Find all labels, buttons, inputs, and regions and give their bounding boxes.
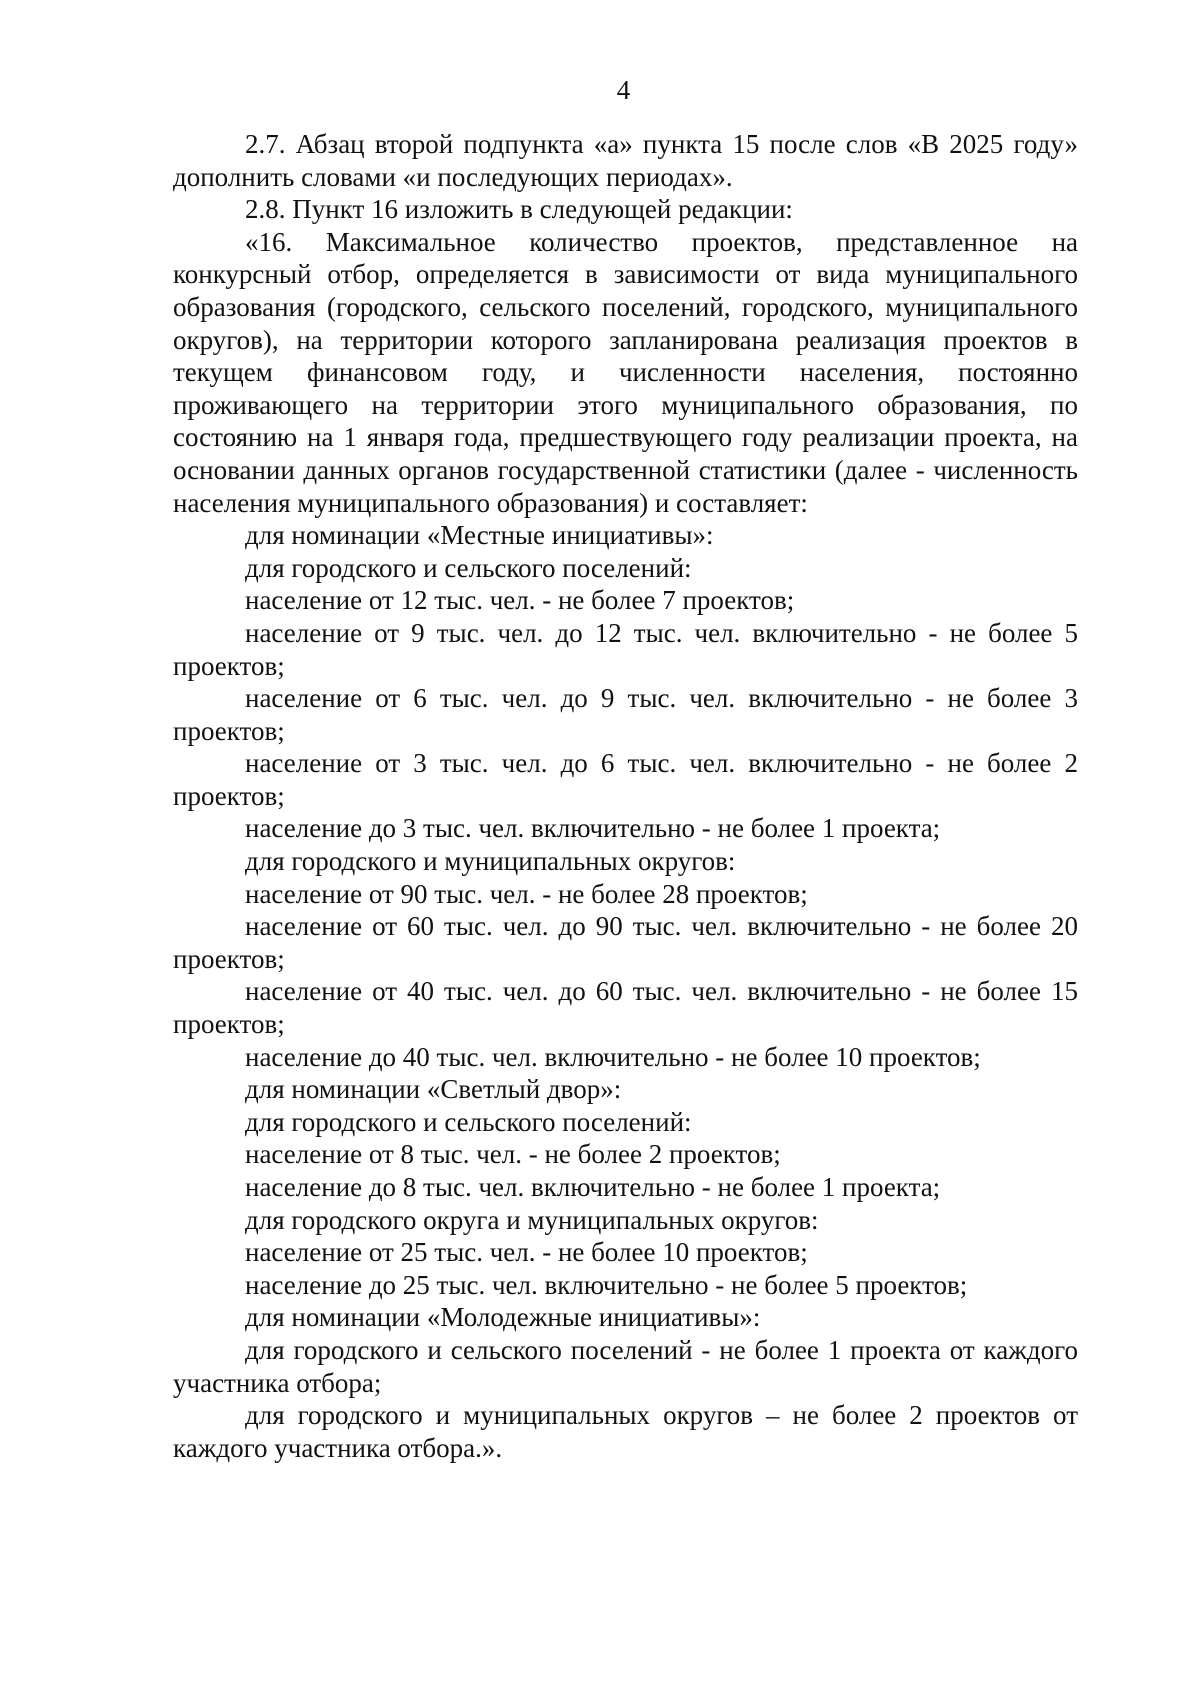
paragraph-2-8: 2.8. Пункт 16 изложить в следующей редакции:	[245, 194, 793, 225]
list-item: население от 60 тыс. чел. до 90 тыс. чел. включительно - не более 20 проектов;	[173, 911, 1078, 974]
list-item: население до 25 тыс. чел. включительно - не более 5 проектов;	[245, 1269, 968, 1300]
nomination-youth-initiatives: для номинации «Молодежные инициативы»:	[245, 1302, 761, 1333]
paragraph-2-7: 2.7. Абзац второй подпункта «а» пункта 15 после слов «В 2025 году» дополнить словами «и последующих периодах».	[173, 129, 1078, 192]
list-item: население до 8 тыс. чел. включительно - не более 1 проекта;	[245, 1172, 941, 1202]
list-item: население от 6 тыс. чел. до 9 тыс. чел. включительно - не более 3 проектов;	[173, 683, 1078, 746]
document-body	[173, 128, 1078, 1464]
list-item: для городского и сельского поселений:	[245, 552, 692, 583]
list-item: для городского и сельского поселений - не более 1 проекта от каждого участника отбора;	[173, 1334, 1078, 1398]
list-item: население от 25 тыс. чел. - не более 10 проектов;	[245, 1237, 808, 1268]
nomination-bright-yard: для номинации «Светлый двор»:	[245, 1074, 622, 1105]
list-item: население от 40 тыс. чел. до 60 тыс. чел. включительно - не более 15 проектов;	[173, 976, 1078, 1040]
list-item: для городского и муниципальных округов – не более 2 проектов от каждого участника отбора.».	[173, 1400, 1078, 1463]
paragraph-16-intro: «16. Максимальное количество проектов, представленное на конкурсный отбор, определяется в зависимости от вида муниципального образования (городского, сельского поселений, городского, муниципального округов), на территории которого запланирована реализация проектов в текущем финансовом году, и численности населения, постоянно проживающего на территории этого муниципального образования, по состоянию на 1 января года, предшествующего году реализации проекта, на основании данных органов государственной статистики (далее - численность населения муниципального образования) и составляет:	[173, 226, 1078, 518]
list-item: население от 9 тыс. чел. до 12 тыс. чел. включительно - не более 5 проектов;	[173, 617, 1078, 681]
list-item: население от 12 тыс. чел. - не более 7 проектов;	[245, 585, 795, 616]
list-item: население до 40 тыс. чел. включительно - не более 10 проектов;	[245, 1041, 981, 1072]
list-item: население от 90 тыс. чел. - не более 28 проектов;	[245, 878, 808, 909]
list-item: для городского округа и муниципальных округов:	[245, 1204, 819, 1235]
page-number: 4	[616, 75, 631, 105]
nomination-local-initiatives: для номинации «Местные инициативы»:	[245, 520, 714, 551]
list-item: для городского и муниципальных округов:	[245, 846, 736, 877]
list-item: население до 3 тыс. чел. включительно - не более 1 проекта;	[245, 813, 941, 844]
list-item: население от 3 тыс. чел. до 6 тыс. чел. включительно - не более 2 проектов;	[173, 748, 1078, 811]
list-item: население от 8 тыс. чел. - не более 2 проектов;	[245, 1139, 781, 1170]
list-item: для городского и сельского поселений:	[245, 1106, 692, 1137]
